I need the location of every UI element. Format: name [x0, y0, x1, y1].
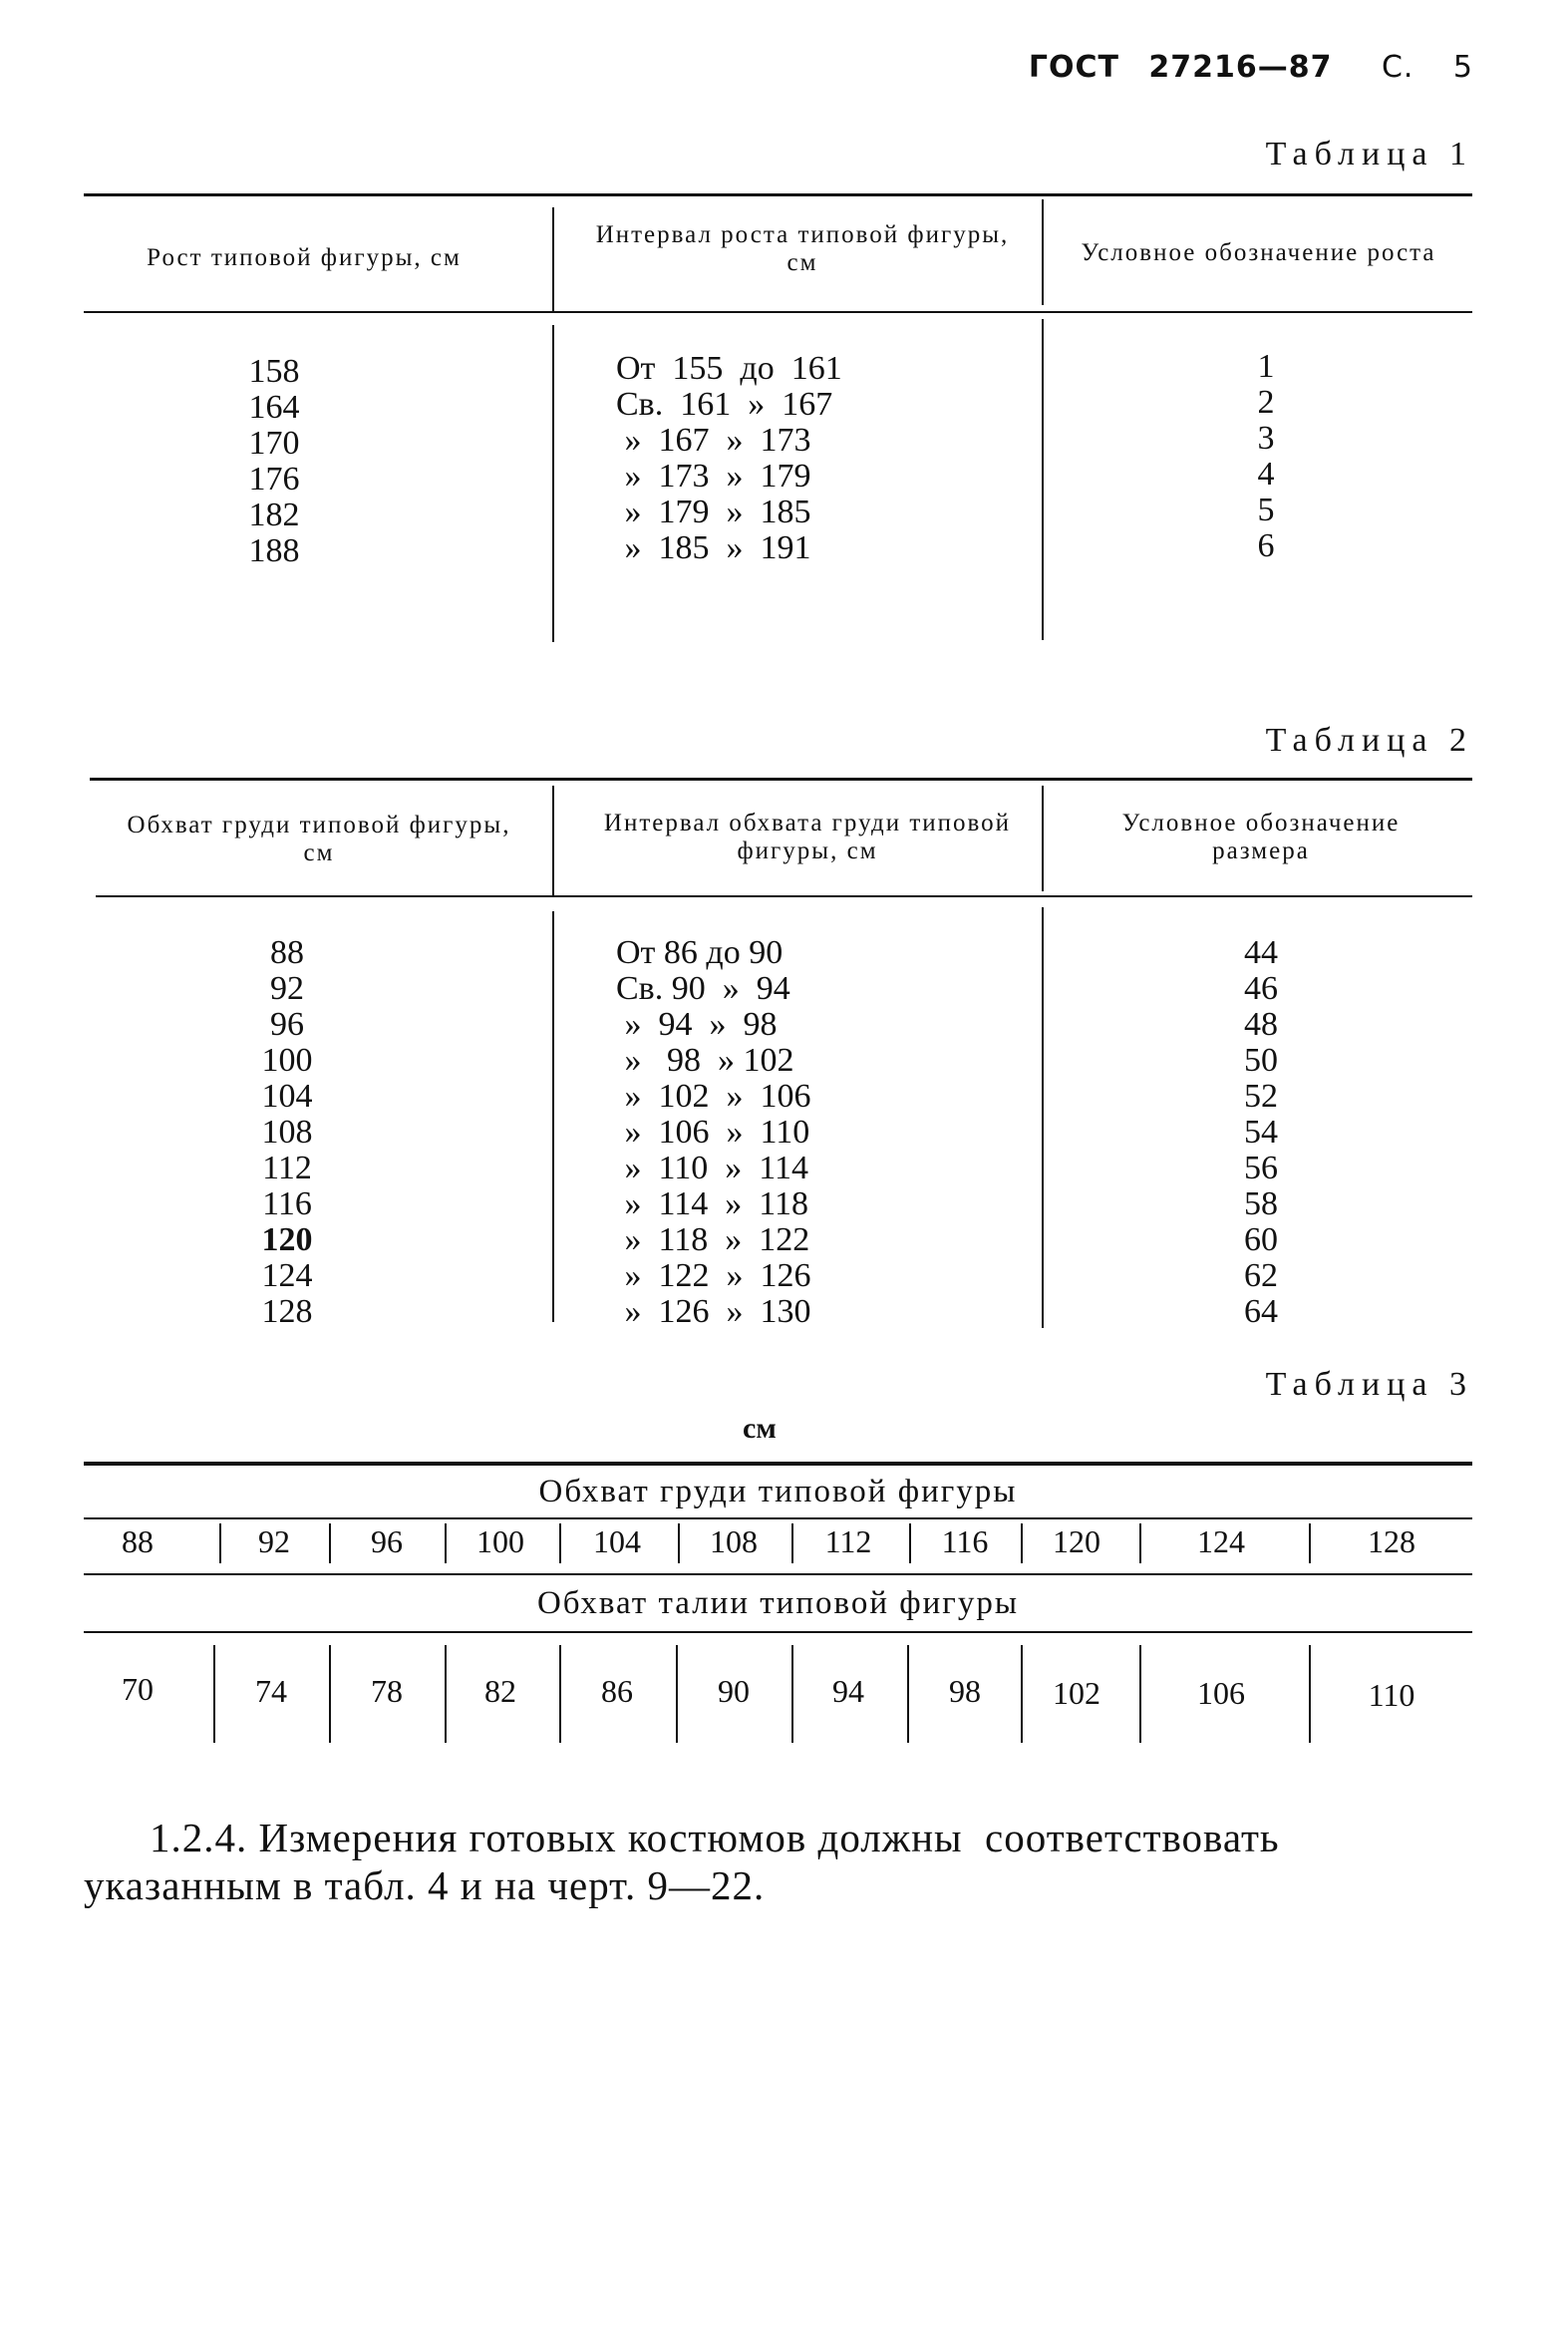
table3-waist-cell: 106: [1197, 1675, 1245, 1711]
table2-header-rule: [96, 895, 1472, 897]
table1-header-divider-1: [552, 207, 554, 311]
table3-chest-cell: 100: [476, 1523, 524, 1559]
table1-body-divider-1: [552, 325, 554, 642]
table3-chest-cell: 104: [593, 1523, 641, 1559]
standard-label: ГОСТ: [1028, 50, 1119, 85]
table1-interval-cell: » 173 » 179: [616, 458, 811, 495]
table1-interval-cell: Св. 161 » 167: [616, 386, 833, 423]
table1-height-cell: 176: [248, 461, 300, 498]
table3-waist-cell: 78: [371, 1673, 403, 1709]
table2-size-cell: 46: [1244, 970, 1278, 1007]
table2-interval-cell: » 94 » 98: [616, 1006, 778, 1043]
table3-chest-sep: [1021, 1523, 1023, 1563]
running-head: [1011, 50, 1473, 85]
table2-chest-cell: 96: [270, 1006, 304, 1043]
table2-body-divider-1: [552, 911, 554, 1322]
table1-height-cell: 182: [248, 497, 300, 533]
table3-waist-cell: 102: [1053, 1675, 1100, 1711]
page-prefix: С.: [1381, 50, 1414, 85]
table2-chest-cell: 112: [262, 1150, 312, 1186]
table2-interval-cell: » 118 » 122: [616, 1221, 810, 1258]
table1-interval-cell: » 185 » 191: [616, 529, 811, 566]
table3-chest-title-rule: [84, 1517, 1472, 1519]
table3-waist-sep: [907, 1645, 909, 1743]
table2-chest-cell: 116: [262, 1185, 312, 1222]
table2-interval-cell: » 106 » 110: [616, 1114, 810, 1151]
table3-chest-sep: [329, 1523, 331, 1563]
table1-intervals: [616, 351, 1015, 566]
table1-code-cell: 4: [1257, 456, 1275, 493]
table1-codes: [1226, 349, 1306, 564]
table2-intervals: [616, 935, 1015, 1330]
table1-code-cell: 1: [1257, 348, 1275, 385]
table1-header-rule: [84, 311, 1472, 313]
table3-waist-sep: [445, 1645, 447, 1743]
table1-code-cell: 6: [1257, 527, 1275, 564]
table2-header-size: Условное обозначение размера: [1121, 810, 1401, 864]
table2-size-cell: 56: [1244, 1150, 1278, 1186]
table3-waist-sep: [1309, 1645, 1311, 1743]
table2-body-divider-2: [1042, 907, 1044, 1328]
table3-chest-cell: 124: [1197, 1523, 1245, 1559]
table3-caption: Таблица 3: [1265, 1366, 1473, 1403]
table3-chest-sep: [219, 1523, 221, 1563]
table2-chest-cell: 100: [261, 1042, 313, 1079]
table2-chest-cell: 108: [261, 1114, 313, 1151]
table2-header-interval: Интервал обхвата груди типовой фигуры, см: [603, 810, 1012, 864]
table2-interval-cell: » 102 » 106: [616, 1078, 811, 1115]
table3-chest-sep: [678, 1523, 680, 1563]
table3-chest-sep: [1139, 1523, 1141, 1563]
table2-caption: Таблица 2: [1265, 722, 1473, 759]
table1-height-cell: 164: [248, 389, 300, 426]
table2-size-cell: 60: [1244, 1221, 1278, 1258]
table1-height-cell: 158: [248, 353, 300, 390]
table1-height-cell: 188: [248, 532, 300, 569]
table1-caption: Таблица 1: [1265, 136, 1473, 172]
table2-chest: [227, 935, 347, 1330]
paragraph-line-2: указанным в табл. 4 и на черт. 9—22.: [84, 1862, 766, 1908]
table3-waist-sep: [329, 1645, 331, 1743]
table2-chest-cell: 92: [270, 970, 304, 1007]
table3-chest-cell: 108: [710, 1523, 758, 1559]
table2-chest-cell: 128: [261, 1293, 313, 1330]
table1-code-cell: 3: [1257, 420, 1275, 457]
table2-size-cell: 62: [1244, 1257, 1278, 1294]
table2-chest-cell: 88: [270, 934, 304, 971]
table2-interval-cell: » 98 » 102: [616, 1042, 794, 1079]
table2-chest-cell: 104: [261, 1078, 313, 1115]
table2-chest-cell: 124: [261, 1257, 313, 1294]
table2-sizes: [1211, 935, 1311, 1330]
table3-waist-sep: [676, 1645, 678, 1743]
table3-waist-cell: 110: [1368, 1677, 1415, 1713]
table3-chest-cell: 92: [258, 1523, 290, 1559]
table3-chest-row-rule: [84, 1573, 1472, 1575]
table2-interval-cell: Св. 90 » 94: [616, 970, 790, 1007]
table2-size-cell: 48: [1244, 1006, 1278, 1043]
table3-waist-title-rule: [84, 1631, 1472, 1633]
table1-height-cell: 170: [248, 425, 300, 462]
paragraph-line-1: 1.2.4. Измерения готовых костюмов должны соответствовать: [150, 1815, 1280, 1860]
table3-waist-sep: [791, 1645, 793, 1743]
table2-header-divider-2: [1042, 786, 1044, 891]
table2-interval-cell: » 122 » 126: [616, 1257, 811, 1294]
table3-chest-sep: [559, 1523, 561, 1563]
table3-chest-cell: 116: [941, 1523, 989, 1559]
table2-header-divider-1: [552, 786, 554, 895]
table1-interval-cell: » 179 » 185: [616, 494, 811, 530]
table2-size-cell: 64: [1244, 1293, 1278, 1330]
table2-size-cell: 54: [1244, 1114, 1278, 1151]
table2-interval-cell: От 86 до 90: [616, 934, 784, 971]
table2-interval-cell: » 110 » 114: [616, 1150, 808, 1186]
table2-size-cell: 44: [1244, 934, 1278, 971]
table3-waist-sep: [213, 1645, 215, 1743]
table2-top-rule: [90, 778, 1472, 781]
table3-waist-sep: [559, 1645, 561, 1743]
table1-interval-cell: От 155 до 161: [616, 350, 842, 387]
table2-interval-cell: » 126 » 130: [616, 1293, 811, 1330]
table3-waist-cell: 82: [484, 1673, 516, 1709]
table3-chest-sep: [909, 1523, 911, 1563]
table3-chest-sep: [1309, 1523, 1311, 1563]
table1-header-interval: Интервал роста типовой фигуры, см: [595, 221, 1010, 276]
table2-interval-cell: » 114 » 118: [616, 1185, 808, 1222]
standard-number: 27216—87: [1148, 50, 1333, 85]
table3-waist-cell: 90: [718, 1673, 750, 1709]
table1-top-rule: [84, 193, 1472, 196]
table3-waist-cell: 98: [949, 1673, 981, 1709]
table3-chest-sep: [445, 1523, 447, 1563]
table3-waist-cell: 86: [601, 1673, 633, 1709]
table1-header-height: Рост типовой фигуры, см: [147, 244, 462, 271]
table1-header-divider-2: [1042, 199, 1044, 305]
table2-size-cell: 52: [1244, 1078, 1278, 1115]
table2-header-chest: Обхват груди типовой фигуры, см: [127, 812, 511, 866]
table2-size-cell: 50: [1244, 1042, 1278, 1079]
table3-waist-cell: 94: [832, 1673, 864, 1709]
table1-body-divider-2: [1042, 319, 1044, 640]
table3-unit: см: [743, 1412, 777, 1445]
table1-heights: [209, 354, 339, 569]
table3-chest-cell: 96: [371, 1523, 403, 1559]
table3-chest-cell: 128: [1368, 1523, 1415, 1559]
table3-waist-cell: 74: [255, 1673, 287, 1709]
table1-header-code: Условное обозначение роста: [1081, 239, 1436, 266]
page-number: 5: [1452, 50, 1473, 85]
table3-waist-sep: [1139, 1645, 1141, 1743]
table3-waist-cell: 70: [122, 1671, 154, 1707]
table2-size-cell: 58: [1244, 1185, 1278, 1222]
table1-interval-cell: » 167 » 173: [616, 422, 811, 459]
table3-chest-cell: 88: [122, 1523, 154, 1559]
table3-chest-sep: [791, 1523, 793, 1563]
table3-waist-sep: [1021, 1645, 1023, 1743]
table3-chest-title: Обхват груди типовой фигуры: [538, 1474, 1018, 1509]
table3-chest-cell: 120: [1053, 1523, 1100, 1559]
table3-chest-cell: 112: [824, 1523, 872, 1559]
table1-code-cell: 5: [1257, 492, 1275, 528]
table3-top-rule: [84, 1462, 1472, 1466]
table3-waist-title: Обхват талии типовой фигуры: [536, 1585, 1020, 1621]
table1-code-cell: 2: [1257, 384, 1275, 421]
table2-chest-cell: 120: [261, 1221, 313, 1258]
